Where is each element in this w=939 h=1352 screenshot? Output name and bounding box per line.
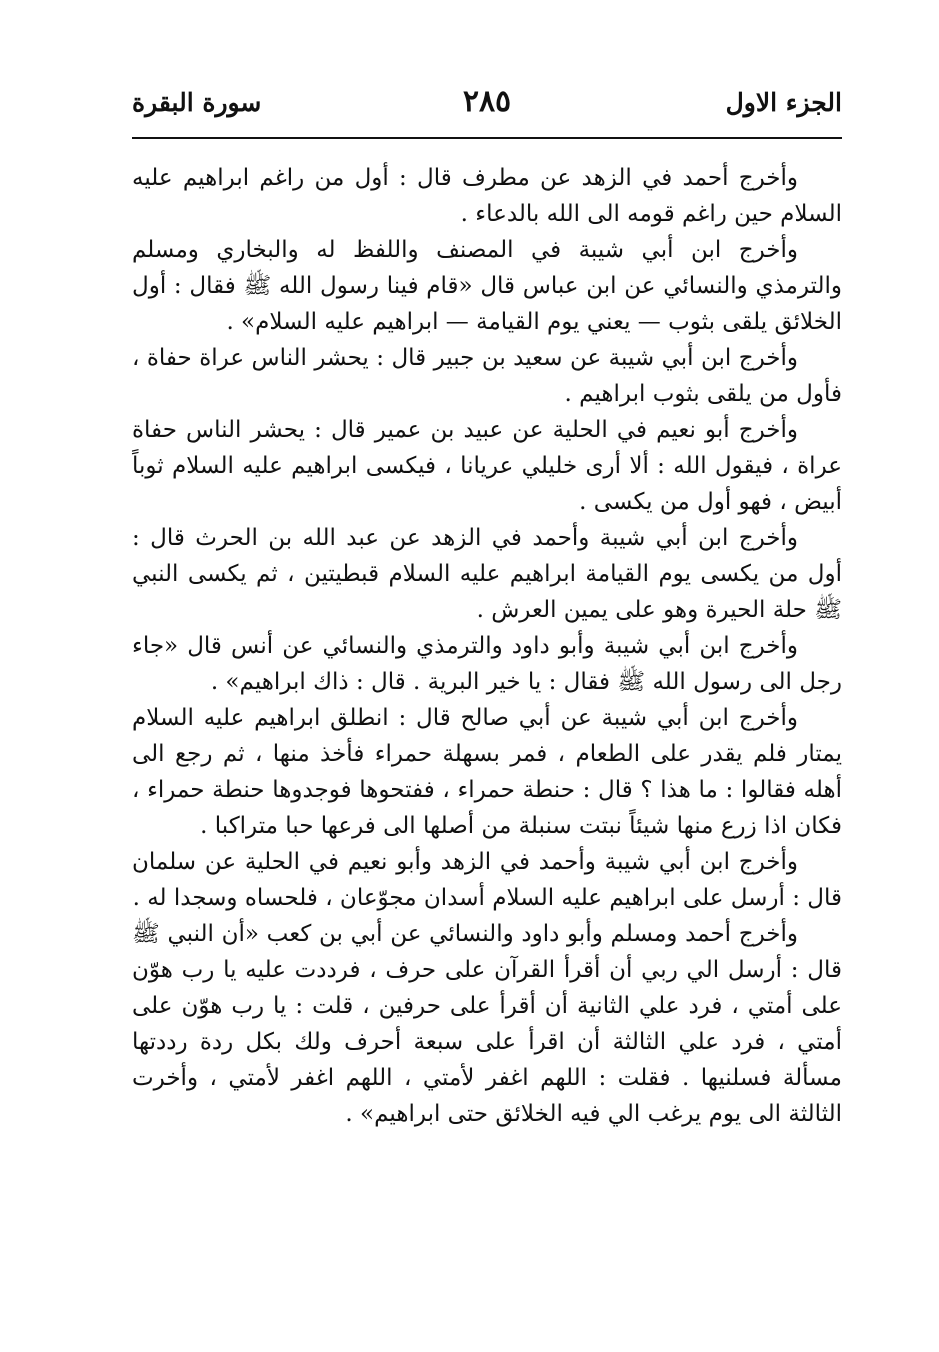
page-header bbox=[132, 80, 842, 124]
paragraph: وأخرج ابن أبي شيبة في المصنف واللفظ له والبخاري ومسلم والترمذي والنسائي عن ابن عباس قال «قام فينا رسول الله ﷺ فقال : أول الخلائق يلقى بثوب — يعني يوم القيامة — ابراهيم عليه السلام» . bbox=[132, 237, 842, 335]
paragraph: وأخرج ابن أبي شيبة عن أبي صالح قال : انطلق ابراهيم عليه السلام يمتار فلم يقدر على الطعام ، فمر بسهلة حمراء فأخذ منها ، ثم رجع الى أهله فقالوا : ما هذا ؟ قال : حنطة حمراء ، ففتحوها فوجدوها حنطة حمراء ، فكان اذا زرع منها شيئاً نبتت سنبلة من أصلها الى فرعها حبا متراكبا . bbox=[132, 705, 842, 839]
paragraph: وأخرج أبو نعيم في الحلية عن عبيد بن عمير قال : يحشر الناس حفاة عراة ، فيقول الله : ألا أرى خليلي عريانا ، فيكسى ابراهيم عليه السلام ثوباً أبيض ، فهو أول من يكسى . bbox=[132, 417, 842, 515]
volume-title: الجزء الاول bbox=[725, 88, 842, 117]
header-divider bbox=[132, 137, 842, 139]
page-number: ٢٨٥ bbox=[462, 84, 512, 119]
paragraph: وأخرج ابن أبي شيبة وأبو داود والترمذي والنسائي عن أنس قال «جاء رجل الى رسول الله ﷺ فقال : يا خير البرية . قال : ذاك ابراهيم» . bbox=[132, 633, 842, 695]
paragraph: وأخرج أحمد ومسلم وأبو داود والنسائي عن أبي بن كعب «أن النبي ﷺ قال : أرسل الي ربي أن أقرأ القرآن على حرف ، فرددت عليه يا رب هوّن على أمتي ، فرد علي الثانية أن أقرأ على حرفين ، قلت : يا رب هوّن على أمتي ، فرد علي الثالثة أن اقرأ على سبعة أحرف ولك بكل ردة رددتها مسألة فسلنيها . فقلت : اللهم اغفر لأمتي ، اللهم اغفر لأمتي ، وأخرت الثالثة الى يوم يرغب الي فيه الخلائق حتى ابراهيم» . bbox=[132, 921, 842, 1127]
paragraph: وأخرج ابن أبي شيبة وأحمد في الزهد وأبو نعيم في الحلية عن سلمان قال : أرسل على ابراهيم عليه السلام أسدان مجوّعان ، فلحساه وسجدا له . bbox=[132, 849, 842, 911]
paragraph: وأخرج ابن أبي شيبة وأحمد في الزهد عن عبد الله بن الحرث قال : أول من يكسى يوم القيامة ابراهيم عليه السلام قبطيتين ، ثم يكسى النبي ﷺ حلة الحيرة وهو على يمين العرش . bbox=[132, 525, 842, 623]
surah-title: سورة البقرة bbox=[132, 88, 262, 117]
paragraph: وأخرج أحمد في الزهد عن مطرف قال : أول من راغم ابراهيم عليه السلام حين راغم قومه الى الله بالدعاء . bbox=[132, 165, 842, 227]
page-body bbox=[132, 160, 842, 1132]
paragraph: وأخرج ابن أبي شيبة عن سعيد بن جبير قال : يحشر الناس عراة حفاة ، فأول من يلقى بثوب ابراهيم . bbox=[132, 345, 842, 407]
